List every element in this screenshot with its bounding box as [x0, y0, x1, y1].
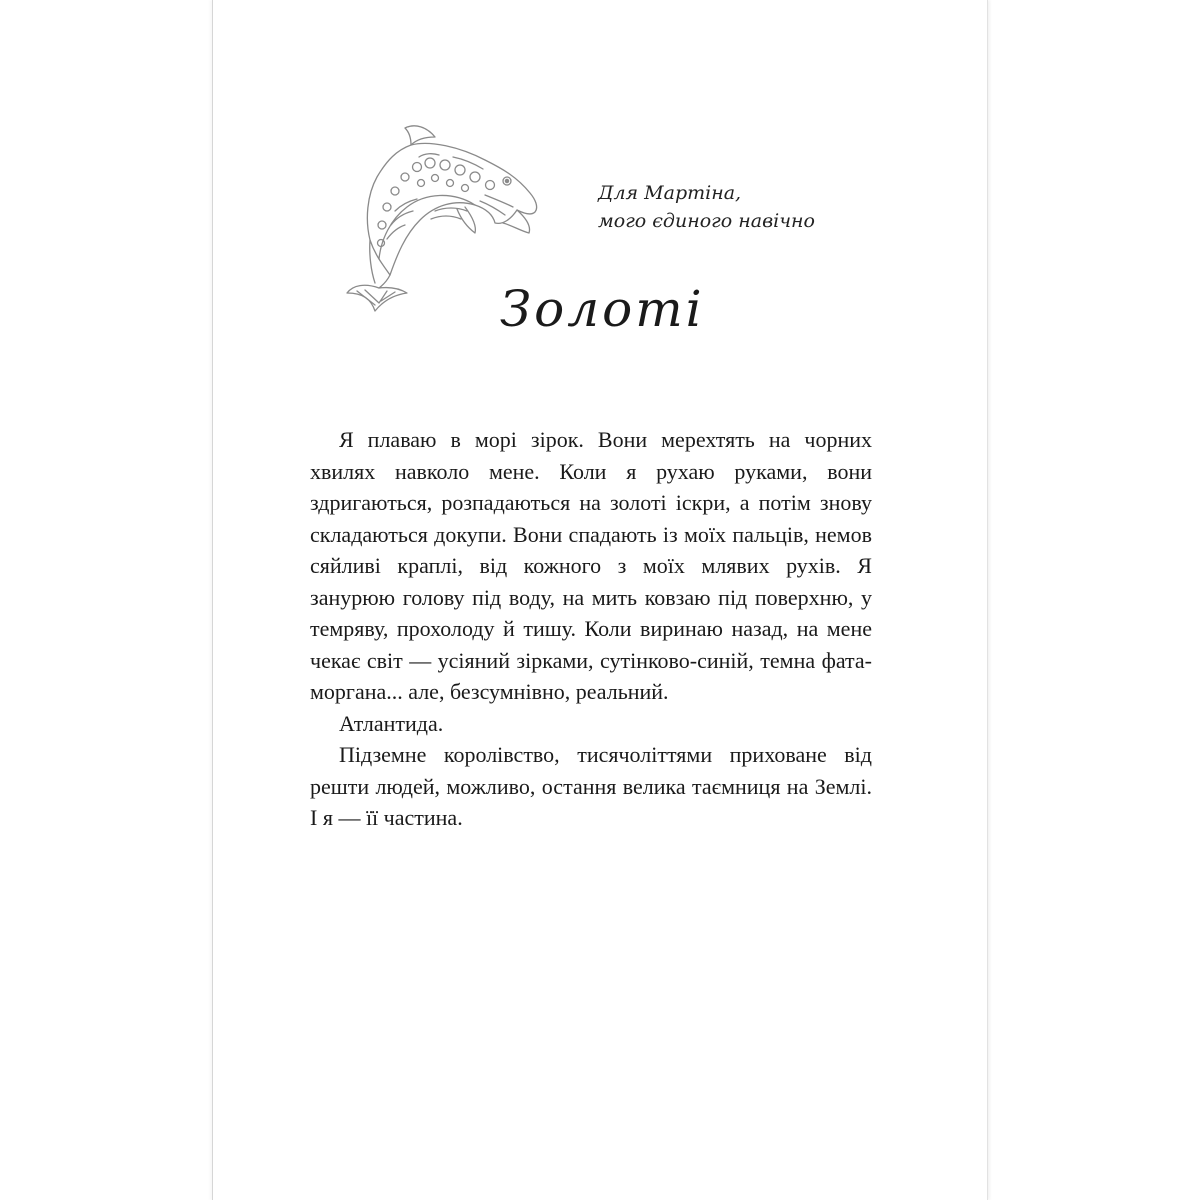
- dedication: [598, 179, 898, 235]
- dedication-line-1: Для Мартіна,: [598, 182, 742, 204]
- paragraph: Я плаваю в морі зірок. Вони мерехтять на чорних хвилях навколо мене. Коли я рухаю руками, вони здригаються, розпадаються на золоті іскри, а потім знову складаються докупи. Вони спадають із моїх пальців, немов сяйливі краплі, від кожного з моїх млявих рухів. Я занурюю голову під воду, на мить ковзаю під поверхню, у темряву, прохолоду й тишу. Коли виринаю назад, на мене чекає світ — усіяний зірками, сутінково-синій, темна фата-моргана... але, безсумнівно, реальний.: [310, 427, 872, 704]
- dedication-line-2: мого єдиного навічно: [598, 210, 815, 232]
- paragraph: Атлантида.: [339, 710, 444, 736]
- chapter-body: [310, 424, 872, 834]
- chapter-title: Золоті: [500, 280, 705, 338]
- paragraph: Підземне королівство, тисячоліттями приховане від решти людей, можливо, остання велика таємниця на Землі. І я — її частина.: [310, 742, 872, 830]
